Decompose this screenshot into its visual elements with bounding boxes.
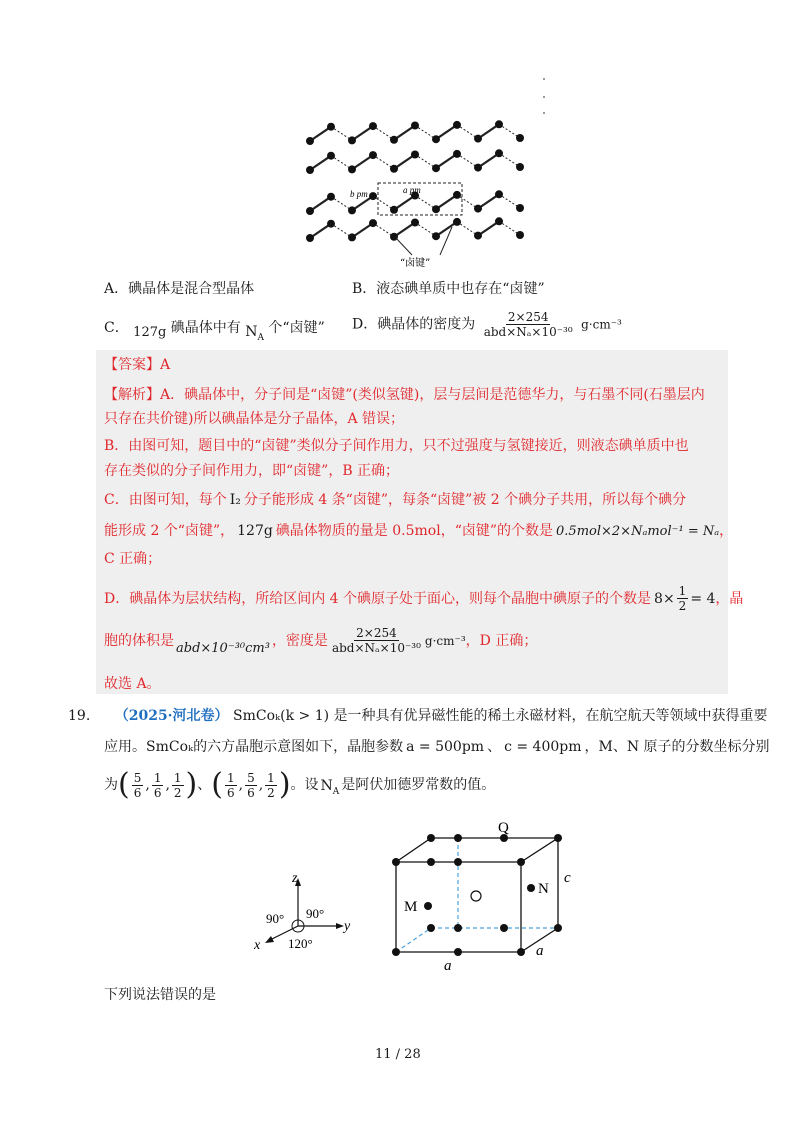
iodine-atom [369,122,377,130]
iodine-atom [432,164,440,172]
angle-left-label: 90° [266,911,285,926]
q19-source: （2025·河北卷） [114,708,229,724]
i2-formula: I₂ [229,492,241,508]
iodine-atom [516,134,524,142]
iodine-atom [453,121,461,129]
iodine-atom [495,120,503,128]
q19-line3: 为 ( $\frac{5}{6}$ , $\frac{1}{6}$ , $\frac{1}{2}$ ) 、 ( $\frac{1}{6}$ , $\frac{5}{6}$ , $\frac{1}{2}$ ) 。设 $N_A$ 是阿伏加德罗常数的值。 [104,767,496,802]
q19-line2: 应用。SmCoₖ的六方晶胞示意图如下，晶胞参数 a = 500pm 、 c = 400pm ，M、N 原子的分数坐标分别 [104,739,770,755]
analysis-c-line3: C 正确； [104,551,162,567]
option-c-suffix: 个“卤键” [268,320,325,336]
option-d-prefix: D．碘晶体的密度为 [352,316,476,333]
axis-z-label: z [292,871,298,886]
option-c-na: $N_A$ [245,324,264,343]
iodine-atom [453,191,461,199]
iodine-atom [411,122,419,130]
analysis-b-line1: B．由图可知，题目中的“卤键”类似分子间作用力，只不过强度与氢键接近，则液态碘单质中也 [104,438,689,454]
q19-prompt: 下列说法错误的是 [104,987,216,1003]
param-c: c = 400pm [504,739,582,755]
analysis-d-line2: 胞的体积是 abd×10⁻³⁰cm³ ，密度是 $\frac{2\times 254}{\text{abd×Nₐ×10⁻³⁰}}$ g·cm⁻³ ，D 正确； [104,626,537,655]
option-c-mass: 127g [133,325,167,340]
iodine-atom [348,136,356,144]
page-number: 11 / 28 [375,1047,421,1062]
c-mass: 127g [237,523,273,539]
hexagonal-cell-figure [386,820,586,980]
iodine-atom [327,152,335,160]
iodine-atom [474,205,482,213]
iodine-atom [306,166,314,174]
iodine-atom [432,232,440,240]
label-a-bottom: a [444,958,452,974]
final-answer: 故选 A。 [104,676,161,692]
c-expression: 0.5mol×2×Nₐmol⁻¹ = Nₐ [556,524,720,539]
axes-figure [248,868,358,958]
iodine-atom [411,151,419,159]
answer-line: 【答案】A [104,357,171,373]
q19-line1: 19. （2025·河北卷） SmCoₖ(k > 1) 是一种具有优异磁性能的稀土永磁材料，在航空航天等领域中获得重要 [68,708,768,724]
iodine-atom [306,207,314,215]
analysis-a-line1: 【解析】A．碘晶体中，分子间是“卤键”(类似氢键)，层与层间是范德华力，与石墨不同(石墨层内 [104,387,705,403]
iodine-atom [495,149,503,157]
iodine-atom [390,136,398,144]
iodine-atom [306,137,314,145]
iodine-atom [306,234,314,242]
label-m: M [404,899,418,915]
iodine-atom [495,190,503,198]
axis-x-label: x [254,938,261,953]
bond-arrow-1 [395,237,412,255]
q19-formula-2: SmCoₖ [146,739,194,755]
iodine-atom [474,232,482,240]
axis-y-label: y [344,919,351,934]
analysis-d-line1: D．碘晶体为层状结构，所给区间内 4 个碘原子处于面心，则每个晶胞中碘原子的个数是 8× $\frac{1}{2}$ = 4 ，晶 [104,584,744,613]
option-c [104,318,325,344]
label-b-pm: b pm [350,189,368,199]
iodine-atom [474,164,482,172]
label-q: Q [498,820,509,836]
iodine-atom [432,135,440,143]
iodine-atom [369,192,377,200]
d-count-expr: 8× $\frac{1}{2}$ = 4 [654,584,716,613]
angle-bottom-label: 120° [288,936,313,951]
iodine-atom [369,151,377,159]
analysis-b-line2: 存在类似的分子间作用力，即“卤键”，B 正确； [104,463,400,479]
d-density-unit: g·cm⁻³ [424,633,466,648]
q19-number: 19. [68,708,91,724]
iodine-atom [327,193,335,201]
label-halogen-bond: “卤键” [400,258,431,269]
iodine-atom [369,219,377,227]
option-c-prefix: C． [104,320,129,336]
d-volume: abd×10⁻³⁰cm³ [176,640,270,656]
iodine-atom [432,205,440,213]
analysis-c-line1: C．由图可知，每个 I₂ 分子能形成 4 条“卤键”，每条“卤键”被 2 个碘分子共用，所以每个碘分 [104,492,687,508]
iodine-crystal-figure [300,115,530,275]
iodine-atom [474,135,482,143]
option-d [352,310,622,339]
angle-right-label: 90° [306,906,325,921]
iodine-atom [327,123,335,131]
iodine-atom [516,163,524,171]
d-density-fraction: $\frac{2\times 254}{\text{abd×Nₐ×10⁻³⁰}}$ [331,626,421,655]
iodine-atom [327,220,335,228]
iodine-atom [411,219,419,227]
analysis-c-line2: 能形成 2 个“卤键”， 127g 碘晶体物质的量是 0.5mol，“卤键”的个数是 0.5mol×2×Nₐmol⁻¹ = Nₐ， [104,523,734,539]
iodine-atom [453,150,461,158]
label-a-pm: a pm [403,185,421,195]
param-a: a = 500pm [406,739,485,755]
label-n: N [538,881,549,897]
iodine-atom [495,217,503,225]
avogadro-symbol: $N_A$ [320,778,340,797]
iodine-atom [390,165,398,173]
iodine-atom [348,165,356,173]
label-a-right: a [536,943,544,959]
label-c: c [564,870,571,886]
m-coordinate: ( $\frac{5}{6}$ , $\frac{1}{6}$ , $\frac{1}{2}$ ) [118,767,198,802]
iodine-atom [348,233,356,241]
edge-dots [543,78,546,118]
option-d-fraction: $\frac{2\times 254}{\text{abd×Nₐ×10⁻³⁰}}$ [483,310,573,339]
q19-formula: SmCoₖ(k > 1) [233,708,330,724]
iodine-atom [453,218,461,226]
iodine-atom [516,231,524,239]
option-a: A．碘晶体是混合型晶体 [104,281,255,297]
iodine-atom [516,204,524,212]
option-b: B．液态碘单质中也存在“卤键” [352,281,545,297]
option-c-mid: 碘晶体中有 [170,320,241,336]
option-d-unit: g·cm⁻³ [581,317,622,332]
iodine-atom [348,206,356,214]
iodine-atom [390,206,398,214]
analysis-a-line2: 只存在共价键)所以碘晶体是分子晶体，A 错误； [104,411,405,427]
n-coordinate: ( $\frac{1}{6}$ , $\frac{5}{6}$ , $\frac{1}{2}$ ) [211,767,291,802]
